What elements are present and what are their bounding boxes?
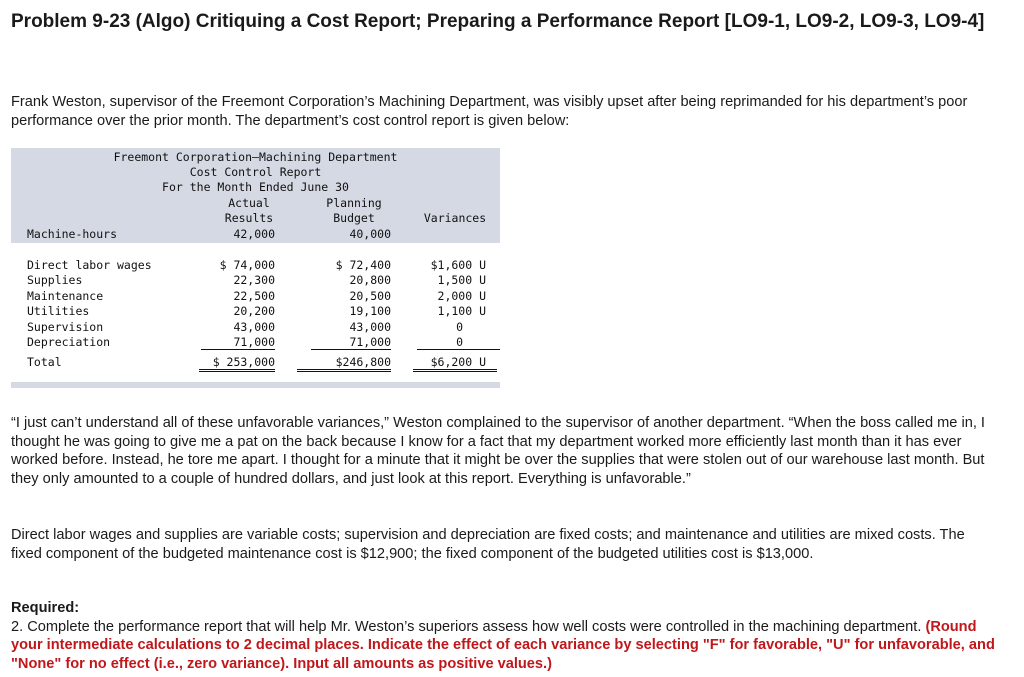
row-actual: 22,300 [233, 273, 275, 287]
machine-hours-label: Machine-hours [27, 227, 118, 241]
col-actual-header-2: Results [224, 211, 274, 225]
row-actual: 71,000 [201, 335, 275, 350]
row-actual: 43,000 [233, 320, 275, 334]
row-label: Supervision [27, 320, 104, 334]
cost-control-report [11, 148, 500, 390]
row-variance: 2,000 U [437, 289, 486, 303]
row-variance: $1,600 U [430, 258, 486, 272]
row-label: Depreciation [27, 335, 111, 349]
row-budget: 19,100 [349, 304, 391, 318]
row-label: Direct labor wages [27, 258, 152, 272]
total-variance: $6,200 U [413, 355, 497, 372]
row-budget: 20,500 [349, 289, 391, 303]
row-variance: 1,100 U [437, 304, 486, 318]
row-actual: 22,500 [233, 289, 275, 303]
machine-hours-actual: 42,000 [233, 227, 275, 241]
row-label: Maintenance [27, 289, 104, 303]
row-label: Utilities [27, 304, 90, 318]
total-budget: $246,800 [297, 355, 391, 372]
problem-title: Problem 9-23 (Algo) Critiquing a Cost Report; Preparing a Performance Report [LO9-1, LO9-2, LO9-3, LO9-4] [11, 11, 985, 32]
row-budget: 20,800 [349, 273, 391, 287]
intro-paragraph: Frank Weston, supervisor of the Freemont Corporation’s Machining Department, was visibly upset after being reprimanded for his department’s poor performance over the prior month. The department’s cost control report is given below: [11, 94, 968, 129]
row-budget: $ 72,400 [335, 258, 391, 272]
row-label: Supplies [27, 273, 83, 287]
required-text: 2. Complete the performance report that will help Mr. Weston’s superiors assess how well costs were controlled in the machining department. [11, 618, 922, 635]
machine-hours-budget: 40,000 [349, 227, 391, 241]
report-title-line2: Cost Control Report [189, 165, 322, 179]
required-section [11, 599, 996, 674]
row-variance: 0 [417, 335, 500, 350]
col-budget-header-1: Planning [326, 196, 382, 210]
col-variances-header: Variances [423, 211, 487, 225]
row-budget: 71,000 [311, 335, 391, 350]
row-variance: 0 [456, 320, 463, 334]
row-variance: 1,500 U [437, 273, 486, 287]
required-label: Required: [11, 600, 80, 616]
report-title-line1: Freemont Corporation—Machining Department [113, 150, 398, 164]
total-actual: $ 253,000 [199, 355, 275, 372]
total-label: Total [27, 355, 62, 369]
row-actual: $ 74,000 [219, 258, 275, 272]
col-budget-header-2: Budget [333, 211, 375, 225]
report-footer-band [11, 382, 500, 388]
row-budget: 43,000 [349, 320, 391, 334]
report-title-line3: For the Month Ended June 30 [162, 180, 349, 194]
col-actual-header-1: Actual [228, 196, 270, 210]
cost-behavior-paragraph: Direct labor wages and supplies are variable costs; supervision and depreciation are fixed costs; and maintenance and utilities are mixed costs. The fixed component of the budgeted maintenance cost is $12,900; the fixed component of the budgeted utilities cost is $13,000. [11, 527, 965, 562]
weston-quote-paragraph: “I just can’t understand all of these unfavorable variances,” Weston complained to the supervisor of another department. “When the boss called me in, I thought he was going to give me a pat on the back because I know for a fact that my department worked more efficiently last month than it has ever worked before. Instead, he tore me apart. I thought for a minute that it might be over the supplies that were stolen out of our warehouse last month. But they only amounted to a couple of hundred dollars, and just look at this report. Everything is unfavorable.” [11, 415, 985, 488]
row-actual: 20,200 [233, 304, 275, 318]
required-instructions: (Round your intermediate calculations to 2 decimal places. Indicate the effect of each variance by selecting "F" for favorable, "U" for unfavorable, and "None" for no effect (i.e., zero variance). Input all amounts as positive values.) [11, 618, 995, 673]
